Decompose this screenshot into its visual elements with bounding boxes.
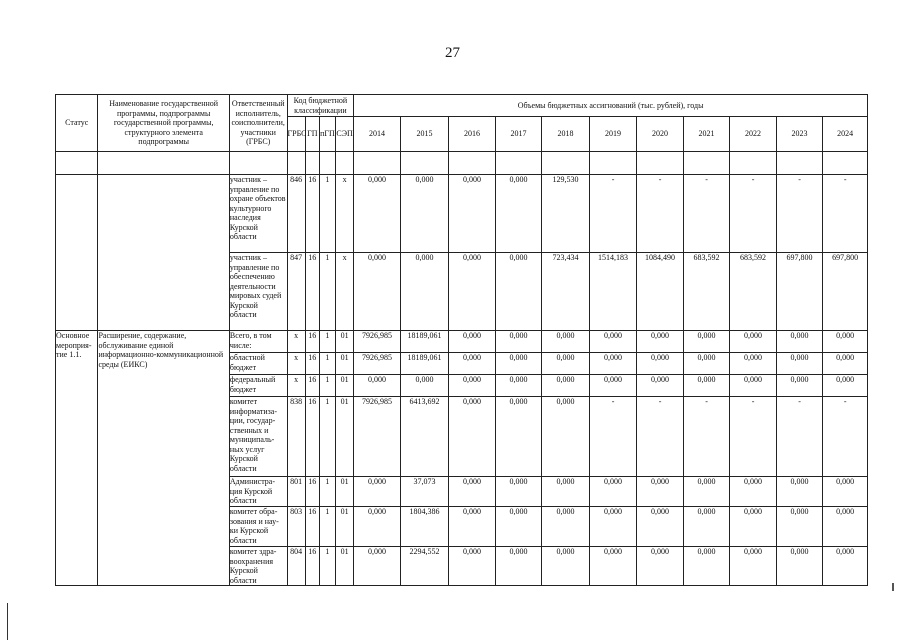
value-cell: 37,073: [400, 477, 449, 507]
value-cell: 0,000: [449, 477, 496, 507]
sep-cell: х: [336, 253, 354, 331]
value-cell: 0,000: [589, 507, 637, 547]
value-cell: 1804,386: [400, 507, 449, 547]
header-executor: Ответственный исполнитель, соисполнители, участники (ГРБС): [229, 95, 287, 152]
header-year: 2023: [776, 117, 823, 152]
sep-cell: 01: [336, 477, 354, 507]
empty-cell: [319, 152, 335, 175]
value-cell: 7926,985: [354, 397, 401, 477]
value-cell: 0,000: [683, 507, 730, 547]
value-cell: 0,000: [542, 477, 590, 507]
value-cell: 0,000: [730, 507, 777, 547]
pgp-cell: 1: [319, 477, 335, 507]
grbs-cell: 847: [287, 253, 305, 331]
value-cell: 0,000: [683, 477, 730, 507]
pgp-cell: 1: [319, 353, 335, 375]
value-cell: 0,000: [449, 253, 496, 331]
gp-cell: 16: [305, 175, 319, 253]
value-cell: 0,000: [449, 397, 496, 477]
value-cell: 0,000: [730, 353, 777, 375]
empty-cell: [823, 152, 868, 175]
value-cell: 0,000: [776, 375, 823, 397]
value-cell: 0,000: [730, 477, 777, 507]
executor-cell: областной бюджет: [229, 353, 287, 375]
value-cell: -: [776, 175, 823, 253]
value-cell: -: [683, 175, 730, 253]
value-cell: 0,000: [637, 375, 684, 397]
value-cell: -: [776, 397, 823, 477]
empty-cell: [542, 152, 590, 175]
executor-cell: комитет обра-зования и нау-ки Курской области: [229, 507, 287, 547]
header-year: 2022: [730, 117, 777, 152]
value-cell: 0,000: [589, 547, 637, 586]
value-cell: -: [637, 175, 684, 253]
pgp-cell: 1: [319, 331, 335, 353]
header-year: 2016: [449, 117, 496, 152]
value-cell: 0,000: [683, 547, 730, 586]
header-year: 2020: [637, 117, 684, 152]
header-year: 2021: [683, 117, 730, 152]
grbs-cell: х: [287, 331, 305, 353]
executor-cell: участник – управление по обеспечению деятельности мировых судей Курской области: [229, 253, 287, 331]
status-cell: [56, 175, 98, 331]
value-cell: 0,000: [776, 331, 823, 353]
value-cell: -: [823, 175, 868, 253]
value-cell: 7926,985: [354, 353, 401, 375]
header-code-col: пГП: [319, 117, 335, 152]
empty-cell: [589, 152, 637, 175]
value-cell: 0,000: [776, 477, 823, 507]
value-cell: 1084,490: [637, 253, 684, 331]
value-cell: 0,000: [823, 477, 868, 507]
empty-cell: [287, 152, 305, 175]
table-row: [56, 175, 868, 253]
gp-cell: 16: [305, 547, 319, 586]
pgp-cell: 1: [319, 507, 335, 547]
empty-cell: [449, 152, 496, 175]
value-cell: 0,000: [449, 331, 496, 353]
empty-cell: [336, 152, 354, 175]
sep-cell: 01: [336, 547, 354, 586]
empty-cell: [776, 152, 823, 175]
page-number: 27: [445, 45, 460, 61]
header-year: 2014: [354, 117, 401, 152]
gp-cell: 16: [305, 397, 319, 477]
value-cell: -: [730, 397, 777, 477]
value-cell: 0,000: [637, 477, 684, 507]
value-cell: 0,000: [449, 375, 496, 397]
value-cell: 0,000: [589, 353, 637, 375]
value-cell: 0,000: [776, 507, 823, 547]
value-cell: 0,000: [542, 375, 590, 397]
value-cell: 0,000: [400, 375, 449, 397]
empty-cell: [637, 152, 684, 175]
value-cell: 0,000: [589, 331, 637, 353]
header-code-col: СЭП: [336, 117, 354, 152]
value-cell: 723,434: [542, 253, 590, 331]
value-cell: 0,000: [823, 507, 868, 547]
value-cell: 0,000: [495, 375, 542, 397]
value-cell: 0,000: [495, 353, 542, 375]
grbs-cell: 846: [287, 175, 305, 253]
status-cell: Основное мероприя-тие 1.1.: [56, 331, 98, 586]
value-cell: 697,800: [776, 253, 823, 331]
sep-cell: 01: [336, 331, 354, 353]
value-cell: 0,000: [823, 331, 868, 353]
value-cell: 0,000: [495, 253, 542, 331]
value-cell: 0,000: [354, 547, 401, 586]
executor-cell: Всего, в том числе:: [229, 331, 287, 353]
grbs-cell: х: [287, 353, 305, 375]
spacer-row: [56, 152, 868, 175]
header-name: Наименование государственной программы, подпрограммы государственной программы, структурного элемента подпрограммы: [98, 95, 229, 152]
value-cell: 0,000: [776, 353, 823, 375]
grbs-cell: 804: [287, 547, 305, 586]
grbs-cell: х: [287, 375, 305, 397]
value-cell: 0,000: [542, 331, 590, 353]
value-cell: 0,000: [400, 175, 449, 253]
value-cell: 0,000: [354, 375, 401, 397]
pgp-cell: 1: [319, 547, 335, 586]
value-cell: 0,000: [449, 175, 496, 253]
value-cell: 0,000: [400, 253, 449, 331]
scan-edge-mark: [892, 583, 894, 591]
empty-cell: [98, 152, 229, 175]
value-cell: 0,000: [730, 375, 777, 397]
empty-cell: [56, 152, 98, 175]
value-cell: 0,000: [823, 375, 868, 397]
header-year: 2024: [823, 117, 868, 152]
value-cell: 683,592: [683, 253, 730, 331]
name-cell: Расширение, содержание, обслуживание единой информационно-коммуникационной среды (ЕИКС): [98, 331, 229, 586]
value-cell: 0,000: [637, 331, 684, 353]
grbs-cell: 801: [287, 477, 305, 507]
value-cell: 0,000: [542, 547, 590, 586]
gp-cell: 16: [305, 477, 319, 507]
value-cell: 0,000: [495, 175, 542, 253]
value-cell: 0,000: [637, 547, 684, 586]
value-cell: 0,000: [354, 175, 401, 253]
scan-edge-line: [7, 603, 8, 640]
sep-cell: 01: [336, 397, 354, 477]
grbs-cell: 803: [287, 507, 305, 547]
value-cell: 0,000: [589, 375, 637, 397]
grbs-cell: 838: [287, 397, 305, 477]
header-code-col: ГРБС: [287, 117, 305, 152]
value-cell: 0,000: [449, 547, 496, 586]
gp-cell: 16: [305, 507, 319, 547]
empty-cell: [400, 152, 449, 175]
value-cell: 0,000: [495, 477, 542, 507]
value-cell: 0,000: [589, 477, 637, 507]
value-cell: 1514,183: [589, 253, 637, 331]
value-cell: 0,000: [683, 331, 730, 353]
gp-cell: 16: [305, 253, 319, 331]
pgp-cell: 1: [319, 397, 335, 477]
sep-cell: 01: [336, 375, 354, 397]
value-cell: 0,000: [637, 353, 684, 375]
value-cell: 0,000: [354, 507, 401, 547]
sep-cell: 01: [336, 353, 354, 375]
value-cell: 0,000: [776, 547, 823, 586]
value-cell: 0,000: [542, 397, 590, 477]
value-cell: 0,000: [542, 353, 590, 375]
value-cell: 0,000: [683, 353, 730, 375]
value-cell: -: [637, 397, 684, 477]
header-year: 2017: [495, 117, 542, 152]
value-cell: -: [589, 175, 637, 253]
executor-cell: комитет здра-воохранения Курской области: [229, 547, 287, 586]
value-cell: 0,000: [495, 397, 542, 477]
budget-table: [55, 94, 868, 586]
pgp-cell: 1: [319, 375, 335, 397]
empty-cell: [354, 152, 401, 175]
value-cell: 0,000: [495, 331, 542, 353]
value-cell: -: [730, 175, 777, 253]
value-cell: -: [589, 397, 637, 477]
value-cell: 0,000: [730, 331, 777, 353]
sep-cell: х: [336, 175, 354, 253]
value-cell: 0,000: [542, 507, 590, 547]
value-cell: 0,000: [449, 507, 496, 547]
value-cell: 129,530: [542, 175, 590, 253]
executor-cell: участник – управление по охране объектов культурного наследия Курской области: [229, 175, 287, 253]
value-cell: 0,000: [495, 507, 542, 547]
value-cell: -: [683, 397, 730, 477]
value-cell: 0,000: [495, 547, 542, 586]
header-year: 2019: [589, 117, 637, 152]
header-status: Статус: [56, 95, 98, 152]
empty-cell: [229, 152, 287, 175]
value-cell: 697,800: [823, 253, 868, 331]
value-cell: 7926,985: [354, 331, 401, 353]
value-cell: 18189,061: [400, 353, 449, 375]
empty-cell: [683, 152, 730, 175]
header-year: 2018: [542, 117, 590, 152]
value-cell: 0,000: [637, 507, 684, 547]
value-cell: 0,000: [449, 353, 496, 375]
value-cell: 683,592: [730, 253, 777, 331]
sep-cell: 01: [336, 507, 354, 547]
executor-cell: Администра-ция Курской области: [229, 477, 287, 507]
pgp-cell: 1: [319, 253, 335, 331]
header-year: 2015: [400, 117, 449, 152]
gp-cell: 16: [305, 331, 319, 353]
value-cell: -: [823, 397, 868, 477]
gp-cell: 16: [305, 353, 319, 375]
value-cell: 6413,692: [400, 397, 449, 477]
header-code-group: Код бюджетной классификации: [287, 95, 354, 117]
empty-cell: [730, 152, 777, 175]
empty-cell: [305, 152, 319, 175]
value-cell: 18189,061: [400, 331, 449, 353]
table-row: [56, 331, 868, 353]
gp-cell: 16: [305, 375, 319, 397]
executor-cell: комитет информатиза-ции, государ-ственных и муниципаль-ных услуг Курской области: [229, 397, 287, 477]
name-cell: [98, 175, 229, 331]
value-cell: 0,000: [823, 547, 868, 586]
value-cell: 0,000: [354, 253, 401, 331]
header-volumes-group: Объемы бюджетных ассигнований (тыс. рублей), годы: [354, 95, 868, 117]
executor-cell: федеральный бюджет: [229, 375, 287, 397]
value-cell: 0,000: [354, 477, 401, 507]
value-cell: 0,000: [683, 375, 730, 397]
value-cell: 2294,552: [400, 547, 449, 586]
value-cell: 0,000: [730, 547, 777, 586]
value-cell: 0,000: [823, 353, 868, 375]
empty-cell: [495, 152, 542, 175]
pgp-cell: 1: [319, 175, 335, 253]
header-code-col: ГП: [305, 117, 319, 152]
